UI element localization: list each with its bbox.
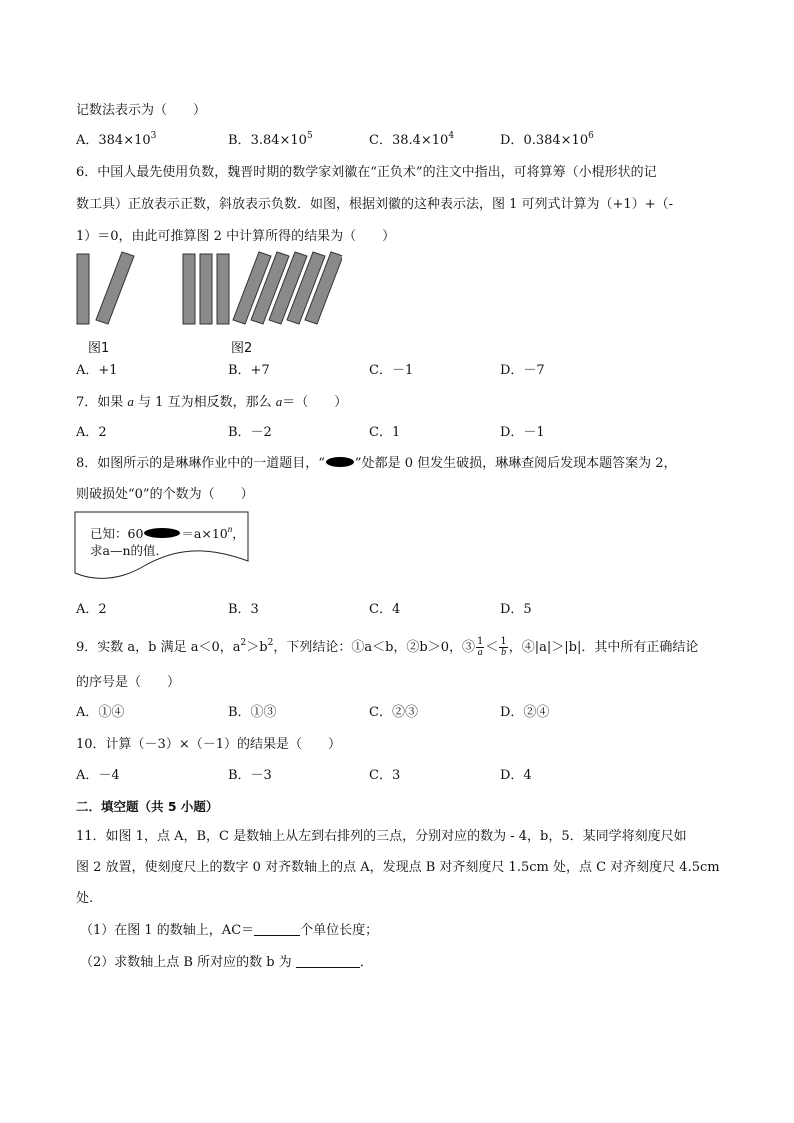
damaged-blot-icon [143,527,181,539]
counting-rods-figure [72,250,342,330]
paper-line-1: 已知：$60 =a\times 10^n$， [90,524,245,541]
q7-option-d[interactable]: D．－1 [500,425,545,440]
rod-upright [200,254,212,324]
q6-option-b[interactable]: B．+7 [228,363,270,378]
q8-line-1: 8．如图所示的是琳琳作业中的一道题目，“ ”处都是 0 但发生破损，琳琳查阅后发现本题答案为 2， [76,456,677,471]
q11-part-2: （2）求数轴上点 B 所对应的数 b 为 ． [80,955,373,970]
rod-upright [217,254,229,324]
damaged-blot-icon [325,456,355,468]
q7-question: 7．如果 a 与 1 互为相反数，那么 a＝（ ） [76,394,348,410]
q11-line-1: 11．如图 1，点 A，B，C 是数轴上从左到右排列的三点，分别对应的数为 - 4，b，5．某同学将刻度尺如 [76,829,687,844]
q10-option-c[interactable]: C．3 [369,768,401,783]
rod-upright [77,254,89,324]
answer-blank-ac[interactable] [254,921,300,936]
q9-option-c[interactable]: C．②③ [369,705,418,720]
q10-option-a[interactable]: A．－4 [76,768,120,783]
q10-option-b[interactable]: B．－3 [228,768,272,783]
q5-continuation: 记数法表示为（ ） [76,103,207,118]
q5-option-a[interactable]: A．$384\times 10^3$ [76,131,157,148]
q9-line-1: 9．实数 a，b 满足 a＜0，$a^2>b^2$，下列结论：①a＜b，②b＞0，③ $\frac{1}{a}$ ＜ $\frac{1}{b}$ ，④|a|＞|b|．其中所有正确结论 [76,636,699,658]
answer-blank-b[interactable] [296,953,360,968]
q8-option-a[interactable]: A．2 [76,602,107,617]
q7-option-c[interactable]: C．1 [369,425,401,440]
q7-option-b[interactable]: B．－2 [228,425,272,440]
figure-1-label: 图1 [88,341,110,356]
q10-option-d[interactable]: D．4 [500,768,532,783]
q6-option-c[interactable]: C．－1 [369,363,414,378]
q9-option-d[interactable]: D．②④ [500,705,550,720]
q10-question: 10．计算（－3）×（－1）的结果是（ ） [76,737,341,752]
q5-option-b[interactable]: B．$3.84\times 10^5$ [228,131,313,148]
q8-option-c[interactable]: C．4 [369,602,401,617]
paper-line-2: 求a—n的值. [90,543,160,558]
rod-slanted [96,252,134,324]
q9-option-b[interactable]: B．①③ [228,705,277,720]
q5-option-d[interactable]: D．$0.384\times 10^6$ [500,131,594,148]
q11-line-2: 图 2 放置，使刻度尺上的数字 0 对齐数轴上的点 A，发现点 B 对齐刻度尺 1.5cm 处，点 C 对齐刻度尺 4.5cm [76,860,720,875]
q9-option-a[interactable]: A．①④ [76,705,125,720]
rod-upright [183,254,195,324]
q6-option-a[interactable]: A．+1 [76,363,118,378]
q11-part-1: （1）在图 1 的数轴上，AC＝ 个单位长度； [80,923,379,938]
q8-option-d[interactable]: D．5 [500,602,532,617]
q6-line-3: 1）＝0，由此可推算图 2 中计算所得的结果为（ ） [76,229,396,244]
fraction-1-over-a: $\frac{1}{a}$ [476,636,484,658]
figure-2-label: 图2 [231,341,253,356]
q8-line-2: 则破损处“0”的个数为（ ） [76,487,254,502]
q11-line-3: 处. [76,891,94,906]
q6-line-1: 6．中国人最先使用负数，魏晋时期的数学家刘徽在“正负术”的注文中指出，可将算筹（小棍形状的记 [76,165,657,180]
section-heading-fill-in: 二．填空题（共 5 小题） [76,799,219,814]
q6-option-d[interactable]: D．－7 [500,363,545,378]
q6-line-2: 数工具）正放表示正数，斜放表示负数．如图，根据刘徽的这种表示法，图 1 可列式计算为（+1）+（- [76,197,673,212]
q5-option-c[interactable]: C．$38.4\times 10^4$ [369,131,455,148]
q8-option-b[interactable]: B．3 [228,602,259,617]
fraction-1-over-b: $\frac{1}{b}$ [500,636,507,658]
q9-line-2: 的序号是（ ） [76,675,181,690]
q7-option-a[interactable]: A．2 [76,425,107,440]
